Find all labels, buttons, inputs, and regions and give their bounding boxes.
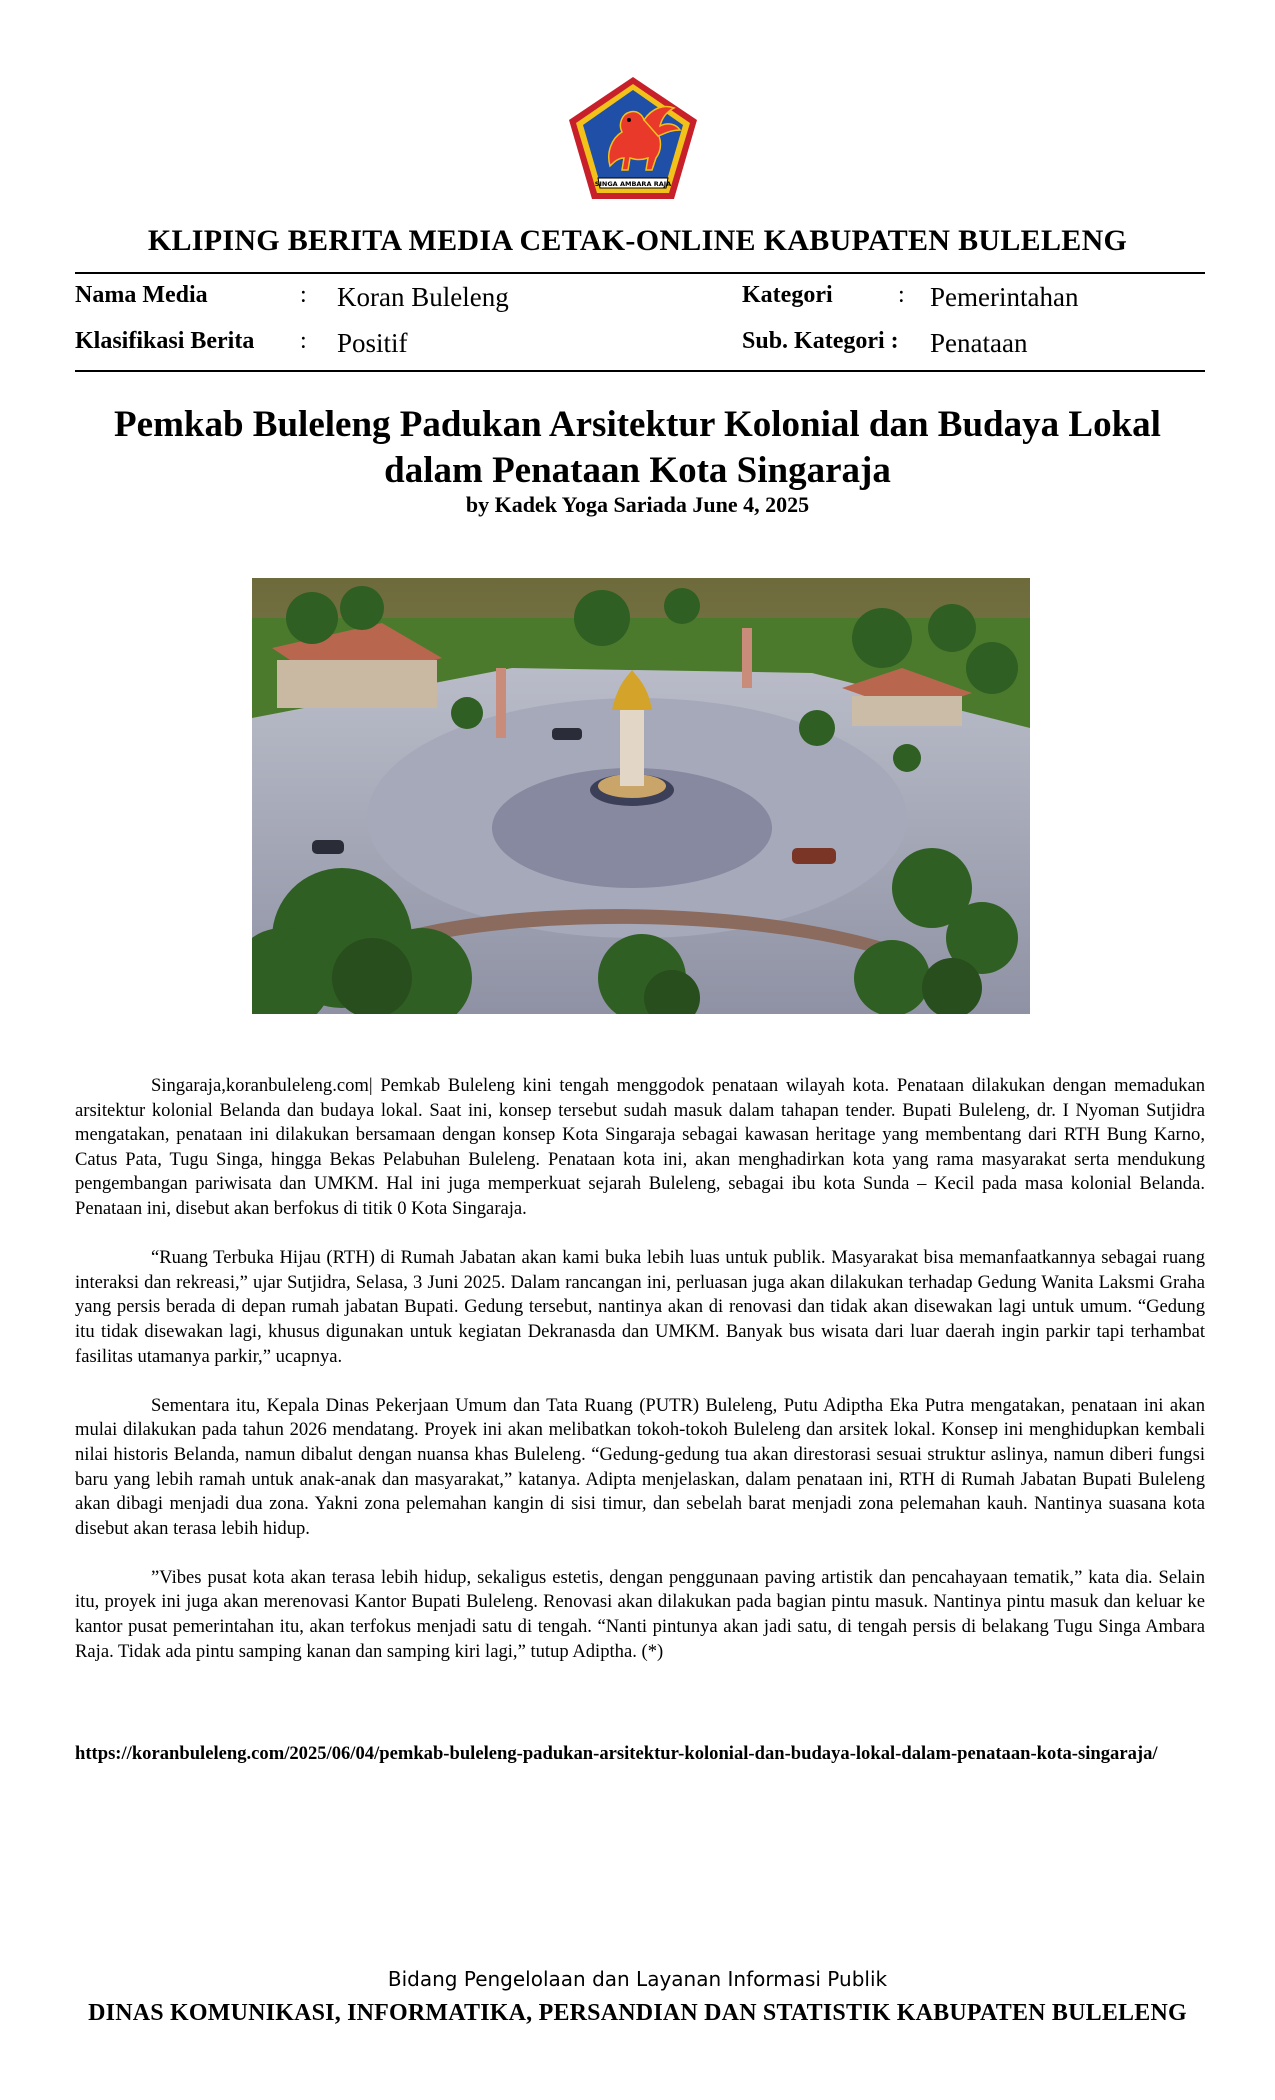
meta-kategori-value: Pemerintahan — [930, 282, 1079, 312]
meta-colon: : — [898, 282, 905, 308]
regency-emblem-logo — [566, 74, 700, 202]
meta-sub-kategori-label: Sub. Kategori : — [742, 328, 899, 354]
footer-agency: DINAS KOMUNIKASI, INFORMATIKA, PERSANDIAN DAN STATISTIK KABUPATEN BULELENG — [88, 2000, 1187, 2026]
meta-kategori-label: Kategori — [742, 282, 833, 308]
svg-text:SINGA AMBARA RAJA: SINGA AMBARA RAJA — [594, 180, 672, 188]
article-body — [75, 1074, 1205, 1689]
article-source-link[interactable]: https://koranbuleleng.com/2025/06/04/pemkab-buleleng-padukan-arsitektur-kolonial-dan-budaya-lokal-dalam-penataan-kota-singaraja/ — [75, 1743, 1158, 1764]
article-headline: Pemkab Buleleng Padukan Arsitektur Kolonial dan Budaya Lokal dalam Penataan Kota Singaraja — [114, 404, 1161, 491]
article-paragraph: Sementara itu, Kepala Dinas Pekerjaan Umum dan Tata Ruang (PUTR) Buleleng, Putu Adiptha Eka Putra mengatakan, penataan ini akan mulai dilakukan pada tahun 2026 mendatang. Proyek ini akan melibatkan tokoh-tokoh Buleleng dan arsitek lokal. Konsep ini menghidupkan kembali nilai historis Belanda, namun dibalut dengan nuansa khas Buleleng. “Gedung-gedung tua akan direstorasi sesuai struktur aslinya, namun diberi fungsi baru yang lebih ramah untuk anak-anak dan masyarakat,” katanya. Adipta menjelaskan, dalam penataan ini, RTH di Rumah Jabatan Bupati Buleleng akan dibagi menjadi dua zona. Yakni zona pelemahan kangin di sisi timur, dan sebelah barat menjadi zona pelemahan kauh. Nantinya suasana kota disebut akan terasa lebih hidup. — [75, 1394, 1205, 1539]
meta-klasifikasi-label: Klasifikasi Berita — [75, 328, 255, 354]
meta-colon: : — [300, 328, 307, 354]
meta-nama-media-value: Koran Buleleng — [337, 282, 509, 312]
article-photo — [252, 578, 1030, 1014]
meta-nama-media-label: Nama Media — [75, 282, 208, 308]
meta-sub-kategori-value: Penataan — [930, 328, 1028, 358]
meta-colon: : — [300, 282, 307, 308]
article-paragraph: ”Vibes pusat kota akan terasa lebih hidup, sekaligus estetis, dengan penggunaan paving artistik dan pencahayaan tematik,” kata dia. Selain itu, proyek ini juga akan merenovasi Kantor Bupati Buleleng. Renovasi akan dilakukan pada bagian pintu masuk. Nantinya pintu masuk dan keluar ke kantor pusat pemerintahan itu, akan terfokus menjadi satu di tengah. “Nanti pintunya akan jadi satu, di tengah persis di belakang Tugu Singa Ambara Raja. Tidak ada pintu samping kanan dan samping kiri lagi,” tutup Adiptha. (*) — [75, 1566, 1205, 1662]
article-byline: by Kadek Yoga Sariada June 4, 2025 — [465, 492, 810, 517]
meta-klasifikasi-value: Positif — [337, 328, 408, 358]
footer-division: Bidang Pengelolaan dan Layanan Informasi Publik — [387, 1967, 888, 1991]
header-divider-top — [75, 272, 1205, 274]
article-paragraph: “Ruang Terbuka Hijau (RTH) di Rumah Jabatan akan kami buka lebih luas untuk publik. Masyarakat bisa memanfaatkannya sebagai ruang interaksi dan rekreasi,” ujar Sutjidra, Selasa, 3 Juni 2025. Dalam rancangan ini, perluasan juga akan dilakukan terhadap Gedung Wanita Laksmi Graha yang persis berada di depan rumah jabatan Bupati. Gedung tersebut, nantinya akan di renovasi dan tidak akan disewakan lagi untuk umum. “Gedung itu tidak disewakan lagi, khusus digunakan untuk kegiatan Dekranasda dan UMKM. Banyak bus wisata dari luar daerah ingin parkir tapi terhambat fasilitas utamanya parkir,” ucapnya. — [75, 1247, 1205, 1367]
header-divider-bottom — [75, 370, 1205, 372]
article-paragraph: Singaraja,koranbuleleng.com| Pemkab Buleleng kini tengah menggodok penataan wilayah kota. Penataan dilakukan dengan memadukan arsitektur kolonial Belanda dan budaya lokal. Saat ini, konsep tersebut sudah masuk dalam tahapan tender. Bupati Buleleng, dr. I Nyoman Sutjidra mengatakan, penataan ini dilakukan bersamaan dengan konsep Kota Singaraja sebagai kawasan heritage yang membentang dari RTH Bung Karno, Catus Pata, Tugu Singa, hingga Bekas Pelabuhan Buleleng. Penataan kota ini, akan menghadirkan kota yang rama masyarakat serta mendukung pengembangan pariwisata dan UMKM. Hal ini juga memperkuat sejarah Buleleng, sebagai ibu kota Sunda – Kecil pada masa kolonial Belanda. Penataan ini, disebut akan berfokus di titik 0 Kota Singaraja. — [75, 1075, 1205, 1219]
page-header-title: KLIPING BERITA MEDIA CETAK-ONLINE KABUPATEN BULELENG — [147, 224, 1128, 257]
